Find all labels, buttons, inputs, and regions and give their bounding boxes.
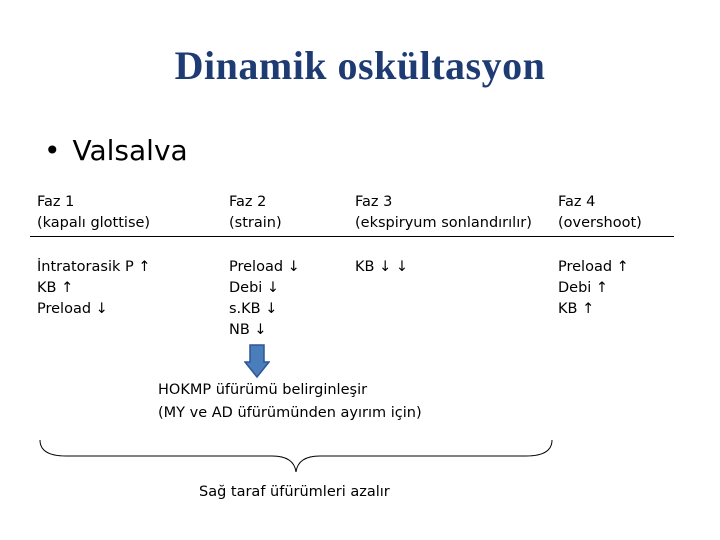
phase-1-line-1: İntratorasik P ↑ [37,259,151,275]
phase-4-line-3: KB ↑ [558,301,595,317]
phase-2-subtitle: (strain) [229,215,282,231]
phase-4-title: Faz 4 [558,194,596,210]
phase-2-line-3: s.KB ↓ [229,301,278,317]
phase-1-body [37,257,151,320]
curly-brace-icon [36,436,556,476]
phase-3-subtitle: (ekspiryum sonlandırılır) [355,215,532,231]
phase-2-body [229,257,300,341]
phase-3-title: Faz 3 [355,194,393,210]
bullet-valsalva [44,134,188,167]
phase-4-header [558,192,642,234]
note-line-2: (MY ve AD üfürümünden ayırım için) [158,405,422,421]
phase-1-line-3: Preload ↓ [37,301,108,317]
phase-1-subtitle: (kapalı glottise) [37,215,151,231]
phase-2-line-4: NB ↓ [229,322,267,338]
bullet-marker: • [44,134,61,167]
note-line-1: HOKMP üfürümü belirginleşir [158,382,368,398]
phase-2-line-1: Preload ↓ [229,259,300,275]
phase-4-line-2: Debi ↑ [558,280,609,296]
phase-3-header [355,192,532,234]
slide-title: Dinamik oskültasyon [174,43,546,88]
phase-2-line-2: Debi ↓ [229,280,280,296]
phase-1-title: Faz 1 [37,194,75,210]
down-arrow-icon [244,344,270,378]
bottom-conclusion: Sağ taraf üfürümleri azalır [199,484,390,500]
phase-2-header [229,192,282,234]
hokmp-note [158,379,422,425]
phase-3-body [355,257,408,278]
phase-4-line-1: Preload ↑ [558,259,629,275]
table-divider [30,236,674,237]
phase-3-line-1: KB ↓ ↓ [355,259,408,275]
phase-4-body [558,257,629,320]
phase-2-title: Faz 2 [229,194,267,210]
phase-1-header [37,192,150,234]
phase-1-line-2: KB ↑ [37,280,74,296]
bullet-text: Valsalva [72,134,188,167]
phase-4-subtitle: (overshoot) [558,215,642,231]
